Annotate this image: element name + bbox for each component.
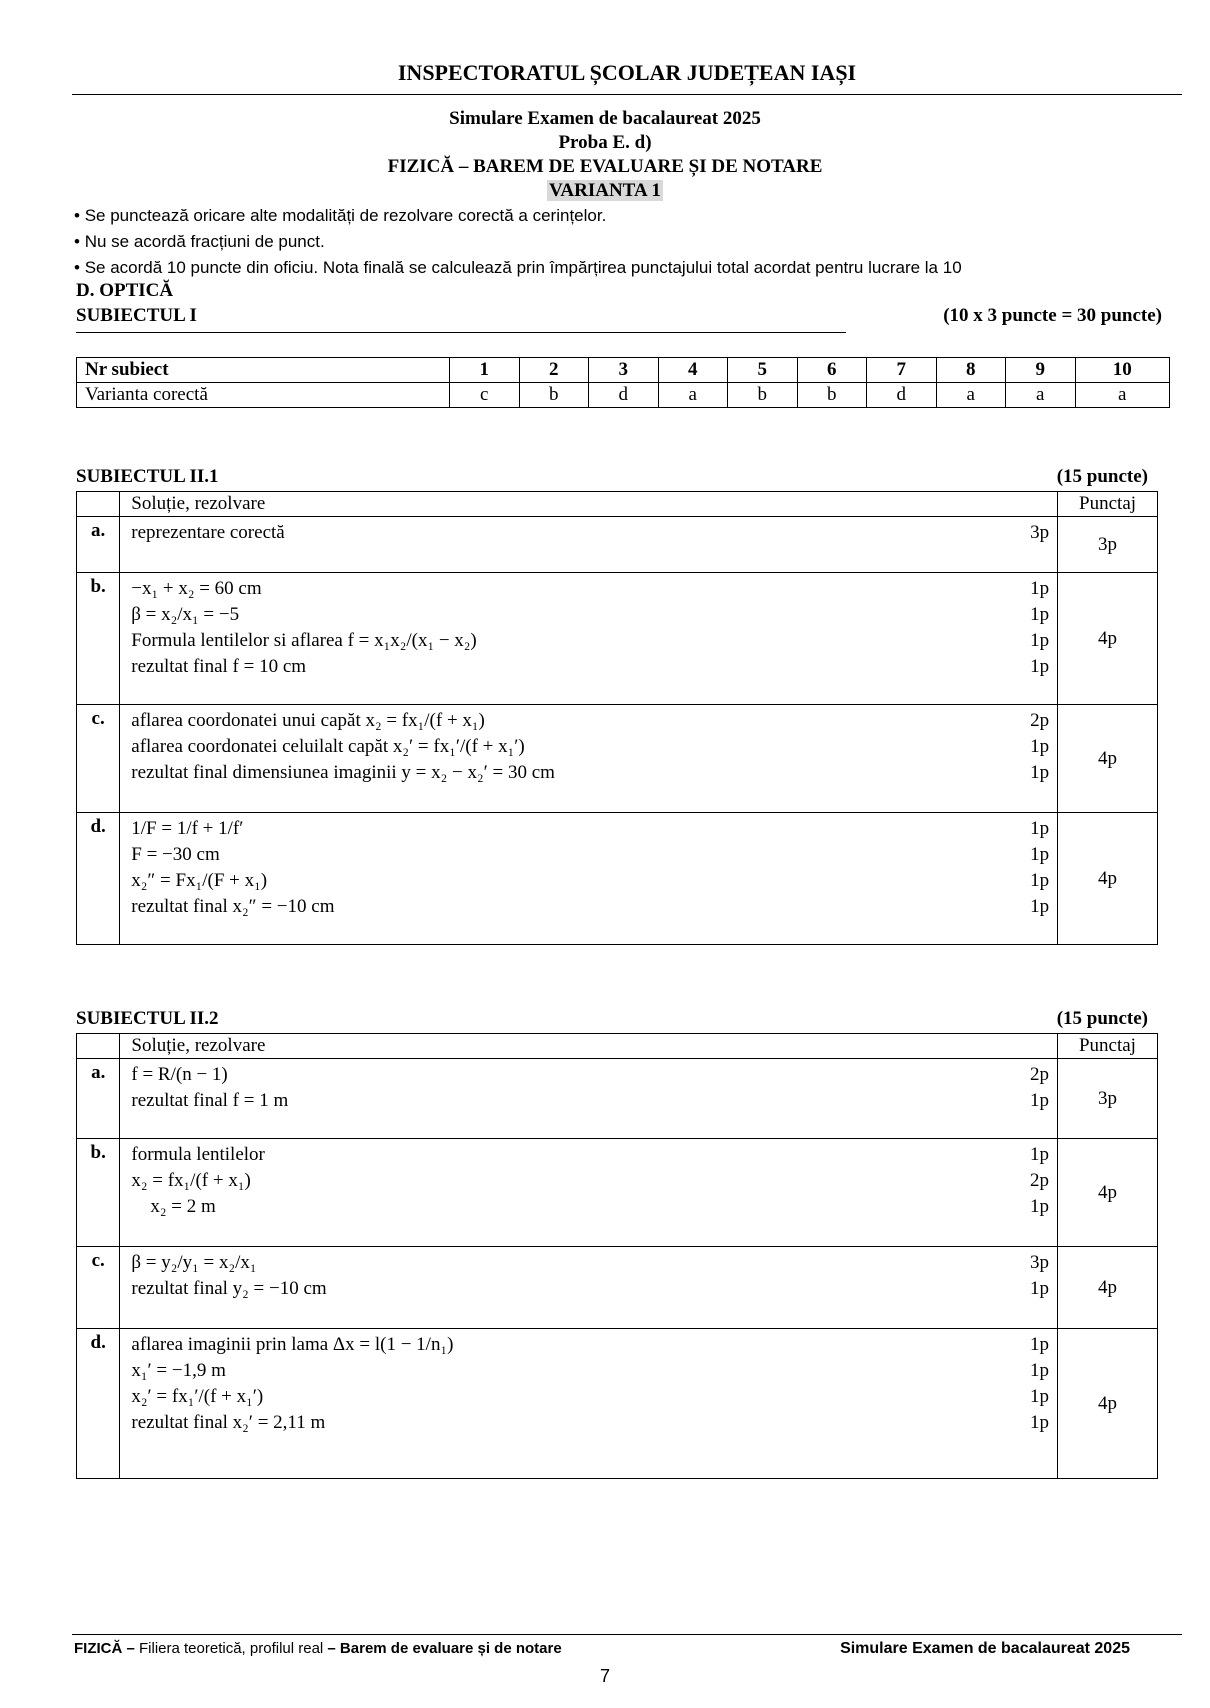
step-text: aflarea coordonatei celuilalt capăt x₂′ = fx₁′/(f + x₁′) [131, 736, 525, 757]
question-number: 5 [728, 358, 798, 383]
subiect2-1-table [76, 491, 1158, 945]
solution-step [131, 1250, 1049, 1276]
header-blank [77, 492, 120, 517]
subiect2-2-points: (15 puncte) [1056, 1008, 1148, 1029]
solution-step [131, 1062, 1049, 1088]
solution-row [77, 813, 1158, 945]
solution-step [131, 628, 1049, 654]
answer-grid-numbers [77, 358, 1170, 383]
solution-step [131, 654, 1049, 680]
step-text: x₂′ = fx₁′/(f + x₁′) [131, 1386, 264, 1407]
step-text: aflarea coordonatei unui capăt x₂ = fx₁/(f + x₁) [131, 710, 485, 731]
header-blank [77, 1034, 120, 1059]
note-text: Nu se acordă fracțiuni de punct. [84, 232, 325, 251]
step-points: 1p [1029, 1278, 1049, 1299]
solution-step [131, 868, 1049, 894]
step-points: 1p [1030, 896, 1050, 917]
subiect2-1-title: SUBIECTUL II.1 [76, 466, 219, 487]
item-label: c. [77, 1247, 120, 1329]
step-points: 3p [1029, 1252, 1049, 1273]
item-total-points: 4p [1058, 705, 1158, 813]
item-label: c. [77, 705, 120, 813]
correct-answer: b [797, 383, 867, 408]
step-text: x₂ = fx₁/(f + x₁) [131, 1170, 251, 1191]
solution-step [131, 1194, 1049, 1220]
header-divider [72, 94, 1182, 95]
correct-answer: d [867, 383, 937, 408]
question-number: 1 [450, 358, 520, 383]
correct-answer: a [1075, 383, 1170, 408]
step-points: 1p [1030, 818, 1050, 839]
footer-doc-type: – Barem de evaluare și de notare [327, 1640, 562, 1657]
item-label: a. [77, 517, 120, 573]
table-header [77, 1034, 1158, 1059]
solution-steps [120, 1329, 1058, 1479]
step-points: 1p [1029, 1386, 1049, 1407]
answer-grid-answers [77, 383, 1170, 408]
step-points: 1p [1029, 1144, 1049, 1165]
header-solution: Soluție, rezolvare [120, 492, 1058, 517]
step-text: aflarea imaginii prin lama Δx = l(1 − 1/n₁) [131, 1334, 454, 1355]
step-text: x₂ = 2 m [131, 1196, 216, 1217]
step-points: 1p [1030, 870, 1050, 891]
step-points: 1p [1029, 1334, 1049, 1355]
item-total-points: 4p [1058, 573, 1158, 705]
correct-answer: b [728, 383, 798, 408]
variant-text: VARIANTA 1 [549, 180, 661, 201]
section-title: D. OPTICĂ [76, 280, 174, 301]
solution-row [77, 517, 1158, 573]
question-number: 7 [867, 358, 937, 383]
solution-step [131, 734, 1049, 760]
step-points: 1p [1030, 762, 1050, 783]
solution-step [131, 894, 1049, 920]
step-points: 1p [1030, 844, 1050, 865]
step-text: reprezentare corectă [131, 522, 285, 543]
step-text: rezultat final f = 10 cm [131, 656, 307, 677]
step-text: formula lentilelor [131, 1144, 265, 1165]
note-item: • Se acordă 10 puncte din oficiu. Nota finală se calculează prin împărțirea punctajului total acordat pentru lucrare la 10 [74, 258, 962, 277]
solution-step [131, 1358, 1049, 1384]
step-text: −x₁ + x₂ = 60 cm [131, 578, 262, 599]
footer-subject: FIZICĂ – [74, 1640, 135, 1657]
solution-steps [120, 1059, 1058, 1139]
question-number: 9 [1006, 358, 1076, 383]
solution-step [131, 1410, 1049, 1436]
answer-grid [76, 357, 1170, 408]
note-item: • Se punctează oricare alte modalități de rezolvare corectă a cerințelor. [74, 206, 607, 225]
question-number: 8 [936, 358, 1006, 383]
solution-step [131, 576, 1049, 602]
subiect2-2-table [76, 1033, 1158, 1479]
solution-step [131, 760, 1049, 786]
solution-step [131, 1332, 1049, 1358]
item-label: b. [77, 573, 120, 705]
subiect1-title: SUBIECTUL I [76, 305, 197, 326]
step-text: x₁′ = −1,9 m [131, 1360, 226, 1381]
document-title: FIZICĂ – BAREM DE EVALUARE ȘI DE NOTARE [387, 156, 823, 177]
solution-steps [120, 517, 1058, 573]
note-item: • Nu se acordă fracțiuni de punct. [74, 232, 325, 251]
step-points: 2p [1029, 1170, 1049, 1191]
item-total-points: 4p [1057, 1329, 1157, 1479]
step-text: f = R/(n − 1) [131, 1064, 228, 1085]
subiect2-2-title: SUBIECTUL II.2 [76, 1008, 219, 1029]
row-label: Varianta corectă [77, 383, 450, 408]
item-total-points: 3p [1058, 517, 1158, 573]
step-points: 1p [1030, 578, 1050, 599]
header-points: Punctaj [1058, 492, 1158, 517]
step-points: 1p [1030, 604, 1050, 625]
step-text: 1/F = 1/f + 1/f′ [131, 818, 244, 839]
exam-title: Simulare Examen de bacalaureat 2025 [449, 108, 761, 129]
item-total-points: 3p [1057, 1059, 1157, 1139]
table-header [77, 492, 1158, 517]
step-points: 2p [1029, 1064, 1049, 1085]
note-text: Se punctează oricare alte modalități de rezolvare corectă a cerințelor. [84, 206, 607, 225]
subiect2-1-points: (15 puncte) [1056, 466, 1148, 487]
solution-steps [120, 813, 1058, 945]
step-text: F = −30 cm [131, 844, 220, 865]
solution-step [131, 1384, 1049, 1410]
subiect2-1-heading [76, 466, 1148, 488]
subiect1-heading [76, 305, 1162, 327]
solution-step [131, 842, 1049, 868]
question-number: 4 [658, 358, 728, 383]
correct-answer: c [450, 383, 520, 408]
proba-label: Proba E. d) [558, 132, 652, 153]
solution-step [131, 602, 1049, 628]
step-points: 3p [1030, 522, 1050, 543]
institution-header: INSPECTORATUL ȘCOLAR JUDEȚEAN IAȘI [397, 60, 857, 85]
correct-answer: b [519, 383, 589, 408]
correct-answer: a [658, 383, 728, 408]
subiect1-points: (10 x 3 puncte = 30 puncte) [943, 305, 1162, 326]
solution-steps [120, 1139, 1058, 1247]
solution-step [131, 708, 1049, 734]
footer-right: Simulare Examen de bacalaureat 2025 [840, 1640, 1130, 1657]
footer-divider [72, 1634, 1182, 1635]
header-points: Punctaj [1057, 1034, 1157, 1059]
step-points: 1p [1029, 1196, 1049, 1217]
footer-profile: Filiera teoretică, profilul real [134, 1640, 328, 1657]
note-text: Se acordă 10 puncte din oficiu. Nota finală se calculează prin împărțirea punctajului total acordat pentru lucrare la 10 [84, 258, 962, 277]
step-text: rezultat final y₂ = −10 cm [131, 1278, 327, 1299]
solution-row [77, 573, 1158, 705]
step-text: Formula lentilelor si aflarea f = x₁x₂/(x₁ − x₂) [131, 630, 477, 651]
solution-step [131, 520, 1049, 546]
solution-step [131, 1168, 1049, 1194]
solution-row [77, 705, 1158, 813]
solution-step [131, 1276, 1049, 1302]
step-text: rezultat final dimensiunea imaginii y = x₂ − x₂′ = 30 cm [131, 762, 555, 783]
question-number: 2 [519, 358, 589, 383]
step-points: 1p [1030, 736, 1050, 757]
footer-left [74, 1640, 562, 1657]
item-label: a. [77, 1059, 120, 1139]
header-solution: Soluție, rezolvare [120, 1034, 1058, 1059]
subiect2-2-heading [76, 1008, 1148, 1030]
correct-answer: a [1006, 383, 1076, 408]
correct-answer: d [589, 383, 659, 408]
correct-answer: a [936, 383, 1006, 408]
page-number: 7 [599, 1666, 610, 1686]
solution-step [131, 1142, 1049, 1168]
solution-row [77, 1059, 1158, 1139]
solution-steps [120, 705, 1058, 813]
solution-step [131, 1088, 1049, 1114]
step-text: rezultat final x₂′ = 2,11 m [131, 1412, 326, 1433]
item-label: d. [77, 1329, 120, 1479]
item-label: b. [77, 1139, 120, 1247]
item-total-points: 4p [1057, 1139, 1157, 1247]
step-points: 1p [1029, 1360, 1049, 1381]
item-total-points: 4p [1058, 813, 1158, 945]
step-text: β = y₂/y₁ = x₂/x₁ [131, 1252, 257, 1273]
solution-steps [120, 1247, 1058, 1329]
question-number: 6 [797, 358, 867, 383]
variant-label [0, 180, 1210, 202]
step-points: 2p [1030, 710, 1050, 731]
solution-row [77, 1329, 1158, 1479]
item-total-points: 4p [1057, 1247, 1157, 1329]
solution-step [131, 816, 1049, 842]
step-text: rezultat final f = 1 m [131, 1090, 289, 1111]
subiect1-underline [76, 332, 846, 333]
row-label: Nr subiect [77, 358, 450, 383]
step-text: β = x₂/x₁ = −5 [131, 604, 240, 625]
solution-steps [120, 573, 1058, 705]
step-points: 1p [1030, 630, 1050, 651]
question-number: 3 [589, 358, 659, 383]
solution-row [77, 1139, 1158, 1247]
step-points: 1p [1030, 656, 1050, 677]
item-label: d. [77, 813, 120, 945]
step-text: rezultat final x₂″ = −10 cm [131, 896, 335, 917]
step-text: x₂″ = Fx₁/(F + x₁) [131, 870, 268, 891]
step-points: 1p [1029, 1412, 1049, 1433]
solution-row [77, 1247, 1158, 1329]
question-number: 10 [1075, 358, 1170, 383]
step-points: 1p [1029, 1090, 1049, 1111]
